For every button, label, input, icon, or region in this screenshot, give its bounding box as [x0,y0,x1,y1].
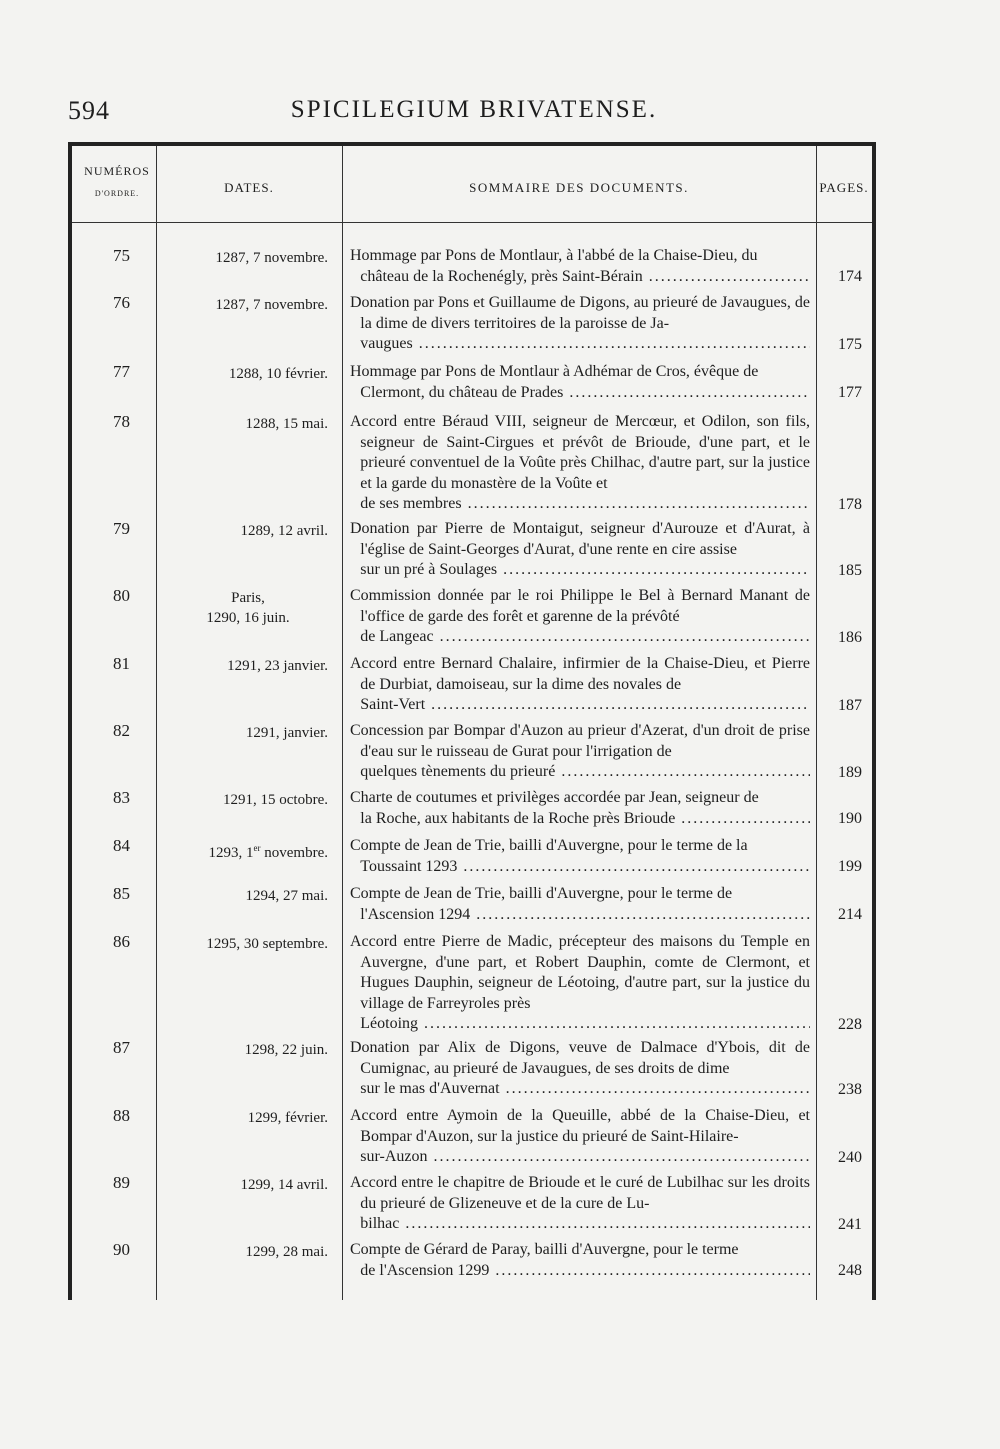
row-summary [350,1106,810,1168]
summary-text: Concession par Bompar d'Auzon au prieur d'Azerat, d'un droit de prise d'eau sur le ruisseau de Gurat pour l'irrigation de [350,722,810,760]
row-page: 189 [838,764,862,781]
row-page: 228 [838,1016,862,1033]
row-number: 79 [113,519,130,538]
summary-text: Hommage par Pons de Montlaur à Adhémar de Cros, évêque de [350,363,759,380]
summary-text: Donation par Alix de Digons, veuve de Dalmace d'Ybois, dit de Cumignac, au prieuré de Javaugues, de ses droits de dime [350,1039,810,1077]
row-number: 81 [113,654,130,673]
summary-text: Charte de coutumes et privilèges accordée par Jean, seigneur de [350,789,759,806]
row-date: 1288, 10 février. [228,366,328,382]
row-page: 240 [838,1149,862,1166]
summary-last-line: sur le mas d'Auvernat ..... [360,1079,810,1100]
summary-last-line: l'Ascension 1294 ..... [360,905,810,926]
row-date: 1287, 7 novembre. [215,297,328,313]
summary-last-line: sur un pré à Soulages ..... [360,560,810,581]
row-summary [350,293,810,355]
summary-last-line: bilhac ..... [360,1214,810,1235]
row-number: 75 [113,246,130,265]
date-value: 1293, 1 [208,845,254,861]
row-summary [350,412,810,515]
date-value: 1290, 16 juin. [206,610,290,626]
row-summary [350,884,810,925]
date-place: Paris, [231,590,265,606]
row-date: 1294, 27 mai. [245,888,328,904]
row-summary [350,362,810,403]
running-head [64,96,884,136]
row-number: 88 [113,1106,130,1125]
column-header-pages: PAGES. [819,180,869,195]
summary-text: Accord entre Pierre de Madic, précepteur des maisons du Temple en Auvergne, d'une part, et Robert Dauphin, comte de Clermont, et Hugues Dauphin, seigneur de Léotoing, d'autre part, sur la justice du village de Farreyroles près [350,933,810,1012]
summary-last-line: sur-Auzon ..... [360,1147,810,1168]
date-superscript: er [253,843,261,853]
row-page: 190 [838,810,862,827]
row-number: 83 [113,788,130,807]
summary-text: Hommage par Pons de Montlaur, à l'abbé de la Chaise-Dieu, du [350,247,758,264]
column-rule [156,146,157,1300]
column-header-numeros-label: NUMÉROS [84,164,150,178]
column-header-sommaire: SOMMAIRE DES DOCUMENTS. [469,180,689,195]
summary-last-line: Toussaint 1293 ..... [360,857,810,878]
row-date: 1289, 12 avril. [240,523,328,539]
summary-text: Compte de Gérard de Paray, bailli d'Auvergne, pour le terme [350,1241,739,1258]
column-header-numeros [78,164,156,198]
row-number: 76 [113,293,130,312]
row-date: 1288, 15 mai. [245,416,328,432]
row-summary [350,1038,810,1100]
row-number: 87 [113,1038,130,1057]
row-summary [350,246,810,287]
summary-last-line: quelques tènements du prieuré ..... [360,762,810,783]
row-summary [350,654,810,716]
row-number: 82 [113,721,130,740]
summary-text: Accord entre le chapitre de Brioude et le curé de Lubilhac sur les droits du prieuré de Glizeneuve et de la cure de Lu- [350,1174,810,1212]
row-date: 1291, janvier. [245,725,328,741]
summary-last-line: vaugues ..... [360,334,810,355]
summary-text: Accord entre Aymoin de la Queuille, abbé de la Chaise-Dieu, et Bompar d'Auzon, sur la justice du prieuré de Saint-Hilaire- [350,1107,810,1145]
summary-last-line: château de la Rochenégly, près Saint-Bérain ..... [360,267,810,288]
summary-text: Commission donnée par le roi Philippe le Bel à Bernard Manant de l'office de garde des forêt et garenne de la prévôté [350,587,810,625]
row-page: 186 [838,629,862,646]
row-page: 238 [838,1081,862,1098]
row-number: 80 [113,586,130,605]
column-rule [816,146,817,1300]
row-page: 178 [838,496,862,513]
page-title: SPICILEGIUM BRIVATENSE. [290,96,658,123]
index-table [68,142,876,1300]
row-date: 1287, 7 novembre. [215,250,328,266]
row-date: 1291, 15 octobre. [223,792,328,808]
row-number: 86 [113,932,130,951]
row-page: 199 [838,858,862,875]
column-header-numeros-sub: D'ORDRE. [94,189,140,198]
row-date: 1291, 23 janvier. [227,658,328,674]
page-number: 594 [68,96,110,125]
summary-text: Accord entre Bernard Chalaire, infirmier de la Chaise-Dieu, et Pierre de Durbiat, damoiseau, sur la dime des novales de [350,655,810,693]
row-page: 175 [838,336,862,353]
row-date: 1295, 30 septembre. [206,936,328,952]
row-date [168,588,328,628]
row-summary [350,788,810,829]
row-page: 177 [838,384,862,401]
row-summary [350,932,810,1035]
header-rule [72,222,872,223]
summary-last-line: Saint-Vert ..... [360,695,810,716]
row-summary [350,721,810,783]
summary-text: Donation par Pons et Guillaume de Digons, au prieuré de Javaugues, de la dime de divers territoires de la paroisse de Ja- [350,294,810,332]
row-number: 84 [113,836,130,855]
row-date: 1298, 22 juin. [244,1042,328,1058]
row-number: 78 [113,412,130,431]
summary-text: Compte de Jean de Trie, bailli d'Auvergne, pour le terme de [350,885,733,902]
row-number: 85 [113,884,130,903]
row-summary [350,1240,810,1281]
row-page: 241 [838,1216,862,1233]
row-page: 248 [838,1262,862,1279]
row-page: 214 [838,906,862,923]
row-date: 1299, février. [247,1110,328,1126]
summary-last-line: la Roche, aux habitants de la Roche près Brioude ..... [360,809,810,830]
summary-text: Accord entre Béraud VIII, seigneur de Mercœur, et Odilon, son fils, seigneur de Saint-Cirgues et prévôt de Brioude, d'une part, et le prieuré conventuel de la Voûte près Chilhac, d'autre part, sur la justice et la garde du monastère de la Voûte et [350,413,810,492]
row-page: 174 [838,268,862,285]
summary-last-line: de Langeac ..... [360,627,810,648]
summary-text: Donation par Pierre de Montaigut, seigneur d'Aurouze et d'Aurat, à l'église de Saint-Georges d'Aurat, d'une rente en cire assise [350,520,810,558]
column-rule [342,146,343,1300]
summary-last-line: de l'Ascension 1299 ..... [360,1261,810,1282]
row-date [168,838,328,863]
summary-last-line: Léotoing ..... [360,1014,810,1035]
row-summary [350,1173,810,1235]
row-number: 90 [113,1240,130,1259]
row-page: 185 [838,562,862,579]
row-date: 1299, 28 mai. [245,1244,328,1260]
row-page: 187 [838,697,862,714]
summary-last-line: Clermont, du château de Prades ..... [360,383,810,404]
summary-last-line: de ses membres ..... [360,494,810,515]
row-number: 89 [113,1173,130,1192]
row-number: 77 [113,362,130,381]
row-summary [350,836,810,877]
summary-text: Compte de Jean de Trie, bailli d'Auvergne, pour le terme de la [350,837,748,854]
row-date: 1299, 14 avril. [240,1177,328,1193]
date-month: novembre. [260,845,328,861]
row-summary [350,586,810,648]
row-summary [350,519,810,581]
column-header-dates: DATES. [224,180,274,195]
